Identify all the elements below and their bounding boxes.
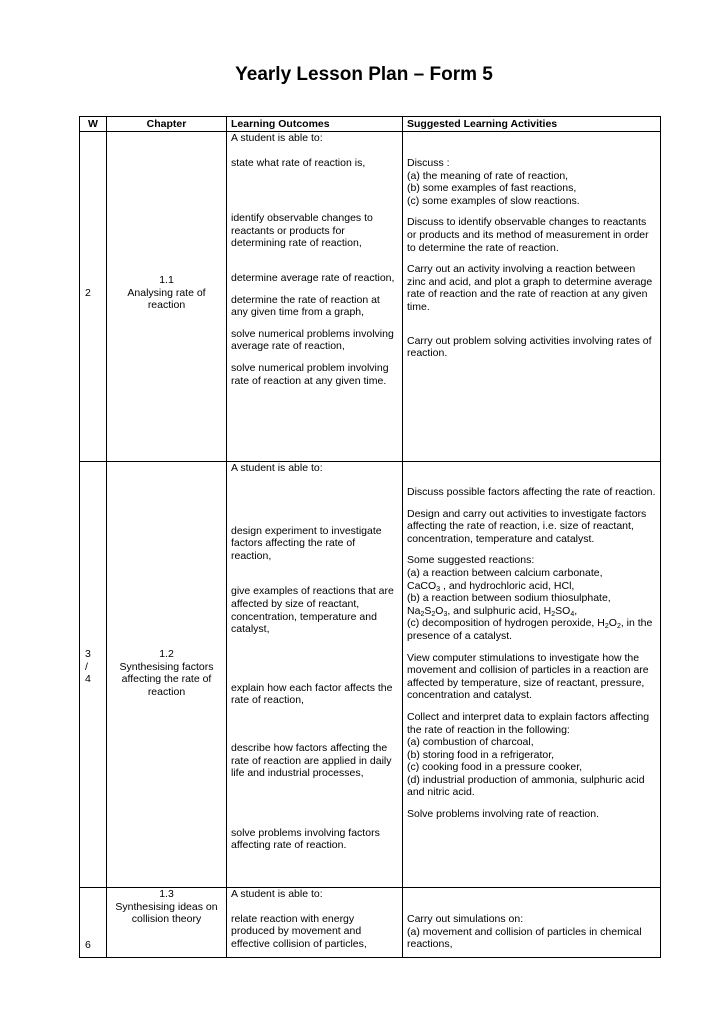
header-activities: Suggested Learning Activities <box>403 117 661 132</box>
week-number: / <box>85 660 88 673</box>
outcome-item: describe how factors affecting the rate of reaction are applied in daily life and industrial processes, <box>231 741 392 780</box>
outcomes-cell <box>227 132 403 462</box>
activity-item: (b) some examples of fast reactions, <box>407 182 577 195</box>
activity-item: Carry out problem solving activities involving rates of reaction. <box>407 334 652 360</box>
table-row <box>80 888 661 958</box>
outcome-item: solve numerical problem involving rate of reaction at any given time. <box>231 361 389 387</box>
activity-item: CaCO$_3$ , and hydrochloric acid, HCl, <box>407 579 575 593</box>
table-row <box>80 132 661 462</box>
chapter-title: Synthesising ideas on collision theory <box>115 900 218 926</box>
chapter-cell <box>107 888 227 958</box>
activities-cell <box>403 888 661 958</box>
activities-cell <box>403 462 661 888</box>
outcome-item: determine average rate of reaction, <box>231 271 395 284</box>
activity-item: View computer stimulations to investigate how the movement and collision of particles in a reaction are affected by temperature, size of reactant, pressure, concentration and catalyst. <box>407 651 649 702</box>
activity-item: (a) movement and collision of particles in chemical reactions, <box>407 925 642 951</box>
page-title: Yearly Lesson Plan – Form 5 <box>235 64 493 85</box>
activity-item: Some suggested reactions: <box>407 554 535 567</box>
outcomes-intro: A student is able to: <box>231 888 323 900</box>
activity-item: $Na_2S_2O_3$, and sulphuric acid, $H_2SO_4$, <box>407 604 578 618</box>
lesson-plan-table <box>79 116 661 958</box>
week-cell <box>80 132 107 462</box>
activity-item: Design and carry out activities to investigate factors affecting the rate of reaction, i.e. size of reactant, concentration, temperature and catalyst. <box>407 507 647 545</box>
activity-item: (c) cooking food in a pressure cooker, <box>407 761 583 774</box>
activity-item: (a) combustion of charcoal, <box>407 736 534 749</box>
outcome-item: solve problems involving factors affecting rate of reaction. <box>231 826 380 852</box>
chapter-cell <box>107 462 227 888</box>
activity-item: (c) decomposition of hydrogen peroxide, $H_2O_2$, in the presence of a catalyst. <box>407 617 653 642</box>
activity-item: (b) a reaction between sodium thiosulphate, <box>407 592 611 605</box>
activity-item: (a) the meaning of rate of reaction, <box>407 169 569 182</box>
outcome-item: determine the rate of reaction at any given time from a graph, <box>231 293 380 319</box>
week-cell <box>80 888 107 958</box>
header-week: W <box>80 117 107 132</box>
outcome-item: solve numerical problems involving average rate of reaction, <box>231 327 394 353</box>
outcome-item: state what rate of reaction is, <box>231 156 366 169</box>
outcome-item: identify observable changes to reactants or products for determining rate of reaction, <box>231 212 373 250</box>
header-outcomes: Learning Outcomes <box>227 117 403 132</box>
outcome-item: give examples of reactions that are affected by size of reactant, concentration, temperature and catalyst, <box>231 585 394 636</box>
activities-cell <box>403 132 661 462</box>
activity-item: Carry out simulations on: <box>407 913 524 925</box>
activity-item: Solve problems involving rate of reaction. <box>407 808 600 821</box>
week-number: 6 <box>85 939 91 951</box>
outcomes-intro: A student is able to: <box>231 462 323 474</box>
chapter-number: 1.3 <box>159 888 174 900</box>
activity-item: (b) storing food in a refrigerator, <box>407 748 555 761</box>
activity-item: Carry out an activity involving a reaction between zinc and acid, and plot a graph to determine average rate of reaction and the rate of reaction at any given time. <box>407 263 653 313</box>
activity-item: (a) a reaction between calcium carbonate, <box>407 566 603 579</box>
chapter-title: Analysing rate of reaction <box>127 286 206 312</box>
table-row <box>80 462 661 888</box>
outcome-item: design experiment to investigate factors affecting the rate of reaction, <box>231 524 382 562</box>
outcomes-intro: A student is able to: <box>231 132 323 144</box>
week-number: 4 <box>85 673 91 686</box>
week-number: 3 <box>85 648 91 660</box>
chapter-title: Synthesising factors affecting the rate of reaction <box>119 660 214 698</box>
activity-item: Discuss possible factors affecting the rate of reaction. <box>407 486 656 498</box>
activity-item: (d) industrial production of ammonia, sulphuric acid and nitric acid. <box>407 773 645 799</box>
activity-item: Discuss : <box>407 157 450 169</box>
outcomes-cell <box>227 462 403 888</box>
header-chapter: Chapter <box>107 117 227 132</box>
activity-item: Discuss to identify observable changes to reactants or products and its method of measurement in order to determine the rate of reaction. <box>407 216 649 254</box>
chapter-number: 1.2 <box>159 648 174 660</box>
outcomes-cell <box>227 888 403 958</box>
outcome-item: relate reaction with energy produced by movement and effective collision of particles, <box>231 912 367 950</box>
outcome-item: explain how each factor affects the rate of reaction, <box>231 681 393 707</box>
activity-item: (c) some examples of slow reactions. <box>407 194 580 207</box>
week-number: 2 <box>85 287 91 299</box>
header-row <box>80 117 661 132</box>
activity-item: Collect and interpret data to explain factors affecting the rate of reaction in the following: <box>407 710 650 736</box>
chapter-number: 1.1 <box>159 274 174 286</box>
chapter-cell <box>107 132 227 462</box>
week-cell <box>80 462 107 888</box>
